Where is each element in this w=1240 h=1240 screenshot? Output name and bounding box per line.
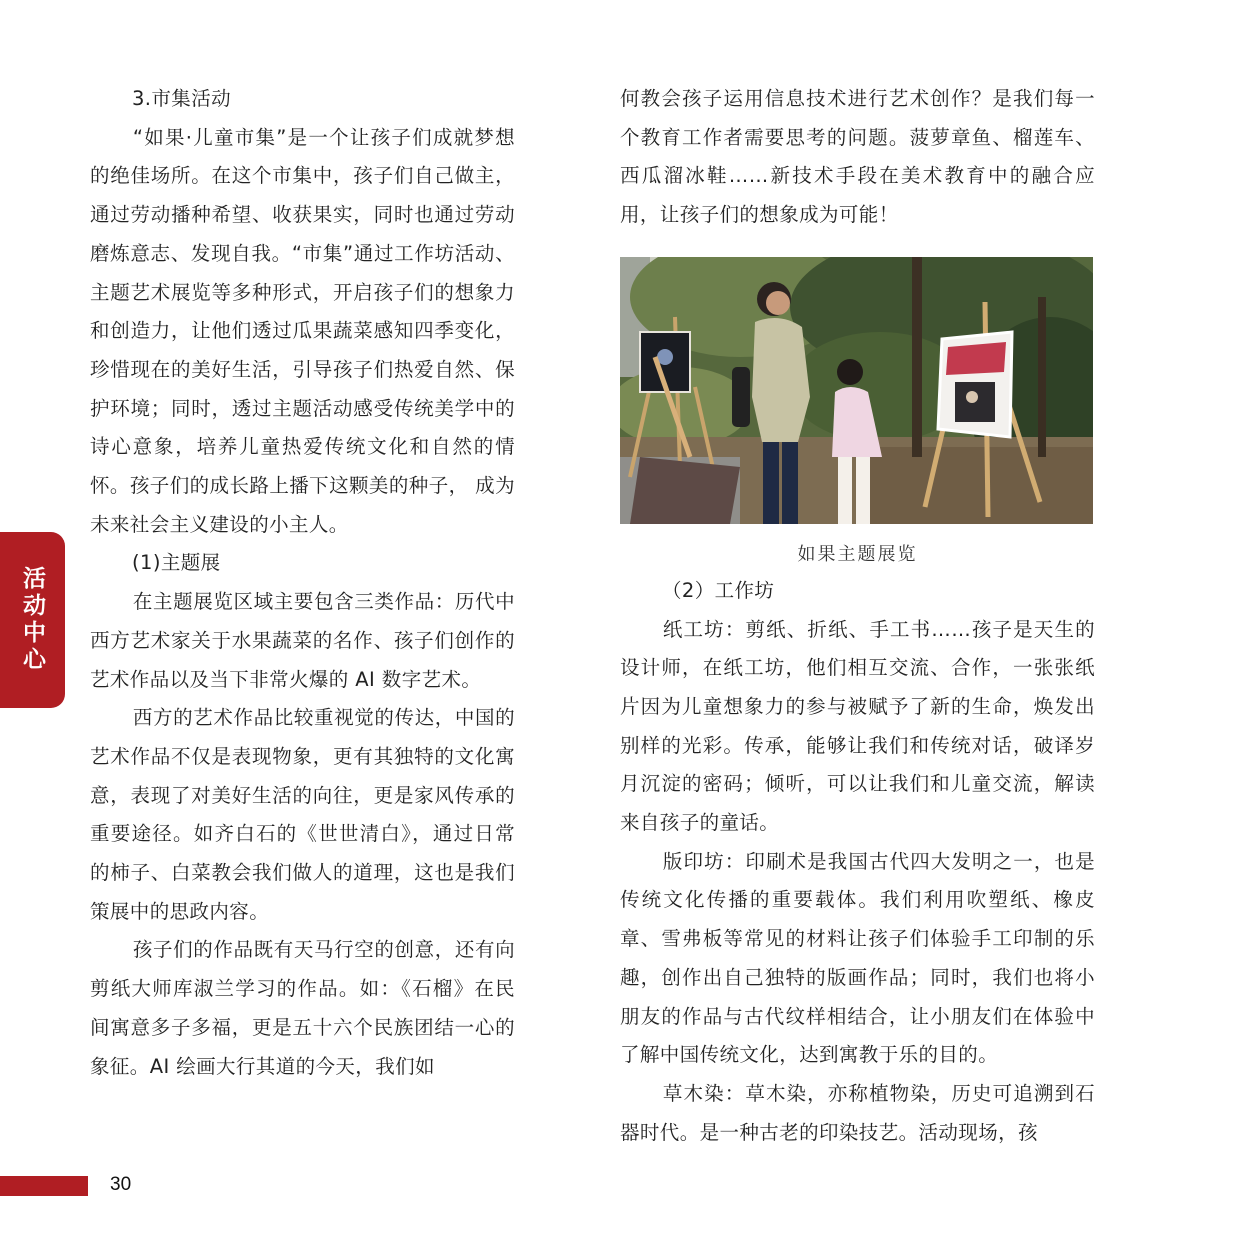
right-column [620, 80, 1095, 1152]
paragraph-children-works: 孩子们的作品既有天马行空的创意，还有向剪纸大师库淑兰学习的作品。如：《石榴》在民间寓意多子多福，更是五十六个民族团结一心的象征。AI 绘画大行其道的今天，我们如 [90, 938, 515, 1078]
section-heading-market: 3.市集活动 [132, 87, 232, 110]
paragraph-exhibition-works: 在主题展览区域主要包含三类作品：历代中西方艺术家关于水果蔬菜的名作、孩子们创作的艺术作品以及当下非常火爆的 AI 数字艺术。 [90, 590, 515, 691]
section-side-tab-label: 活动中心 [19, 566, 45, 674]
section-side-tab [0, 532, 65, 708]
paragraph-paper-workshop: 纸工坊：剪纸、折纸、手工书……孩子是天生的设计师，在纸工坊，他们相互交流、合作，一张张纸片因为儿童想象力的参与被赋予了新的生命，焕发出别样的光彩。传承，能够让我们和传统对话，破译岁月沉淀的密码；倾听，可以让我们和儿童交流，解读来自孩子的童话。 [620, 617, 1095, 835]
footer-accent-bar [0, 1176, 88, 1196]
paragraph-market-intro: “如果·儿童市集”是一个让孩子们成就梦想的绝佳场所。在这个市集中，孩子们自己做主，通过劳动播种希望、收获果实，同时也通过劳动磨炼意志、发现自我。“市集”通过工作坊活动、主题艺术展览等多种形式，开启孩子们的想象力和创造力，让他们透过瓜果蔬菜感知四季变化，珍惜现在的美好生活，引导孩子们热爱自然、保护环境；同时，透过主题活动感受传统美学中的诗心意象，培养儿童热爱传统文化和自然的情怀。孩子们的成长路上播下这颗美的种子， 成为未来社会主义建设的小主人。 [90, 125, 515, 536]
page-number: 30 [110, 1174, 132, 1195]
paragraph-print-workshop: 版印坊：印刷术是我国古代四大发明之一，也是传统文化传播的重要载体。我们利用吹塑纸、橡皮章、雪弗板等常见的材料让孩子们体验手工印制的乐趣，创作出自己独特的版画作品；同时，我们也将小朋友的作品与古代纹样相结合，让小朋友们在体验中了解中国传统文化，达到寓教于乐的目的。 [620, 849, 1095, 1067]
paragraph-ai-art-continued: 何教会孩子运用信息技术进行艺术创作？是我们每一个教育工作者需要思考的问题。菠萝章鱼、榴莲车、西瓜溜冰鞋……新技术手段在美术教育中的融合应用，让孩子们的想象成为可能！ [620, 87, 1095, 227]
left-column [90, 80, 515, 1086]
exhibition-photo [620, 257, 1093, 524]
section-heading-workshop: （2）工作坊 [662, 578, 775, 602]
section-heading-theme-exhibition: (1)主题展 [132, 551, 221, 575]
photo-caption: 如果主题展览 [797, 543, 918, 565]
paragraph-west-china-art: 西方的艺术作品比较重视觉的传达，中国的艺术作品不仅是表现物象，更有其独特的文化寓意，表现了对美好生活的向往，更是家风传承的重要途径。如齐白石的《世世清白》，通过日常的柿子、白菜教会我们做人的道理，这也是我们策展中的思政内容。 [90, 706, 515, 923]
paragraph-plant-dye: 草木染：草木染，亦称植物染，历史可追溯到石器时代。是一种古老的印染技艺。活动现场，孩 [620, 1081, 1095, 1144]
